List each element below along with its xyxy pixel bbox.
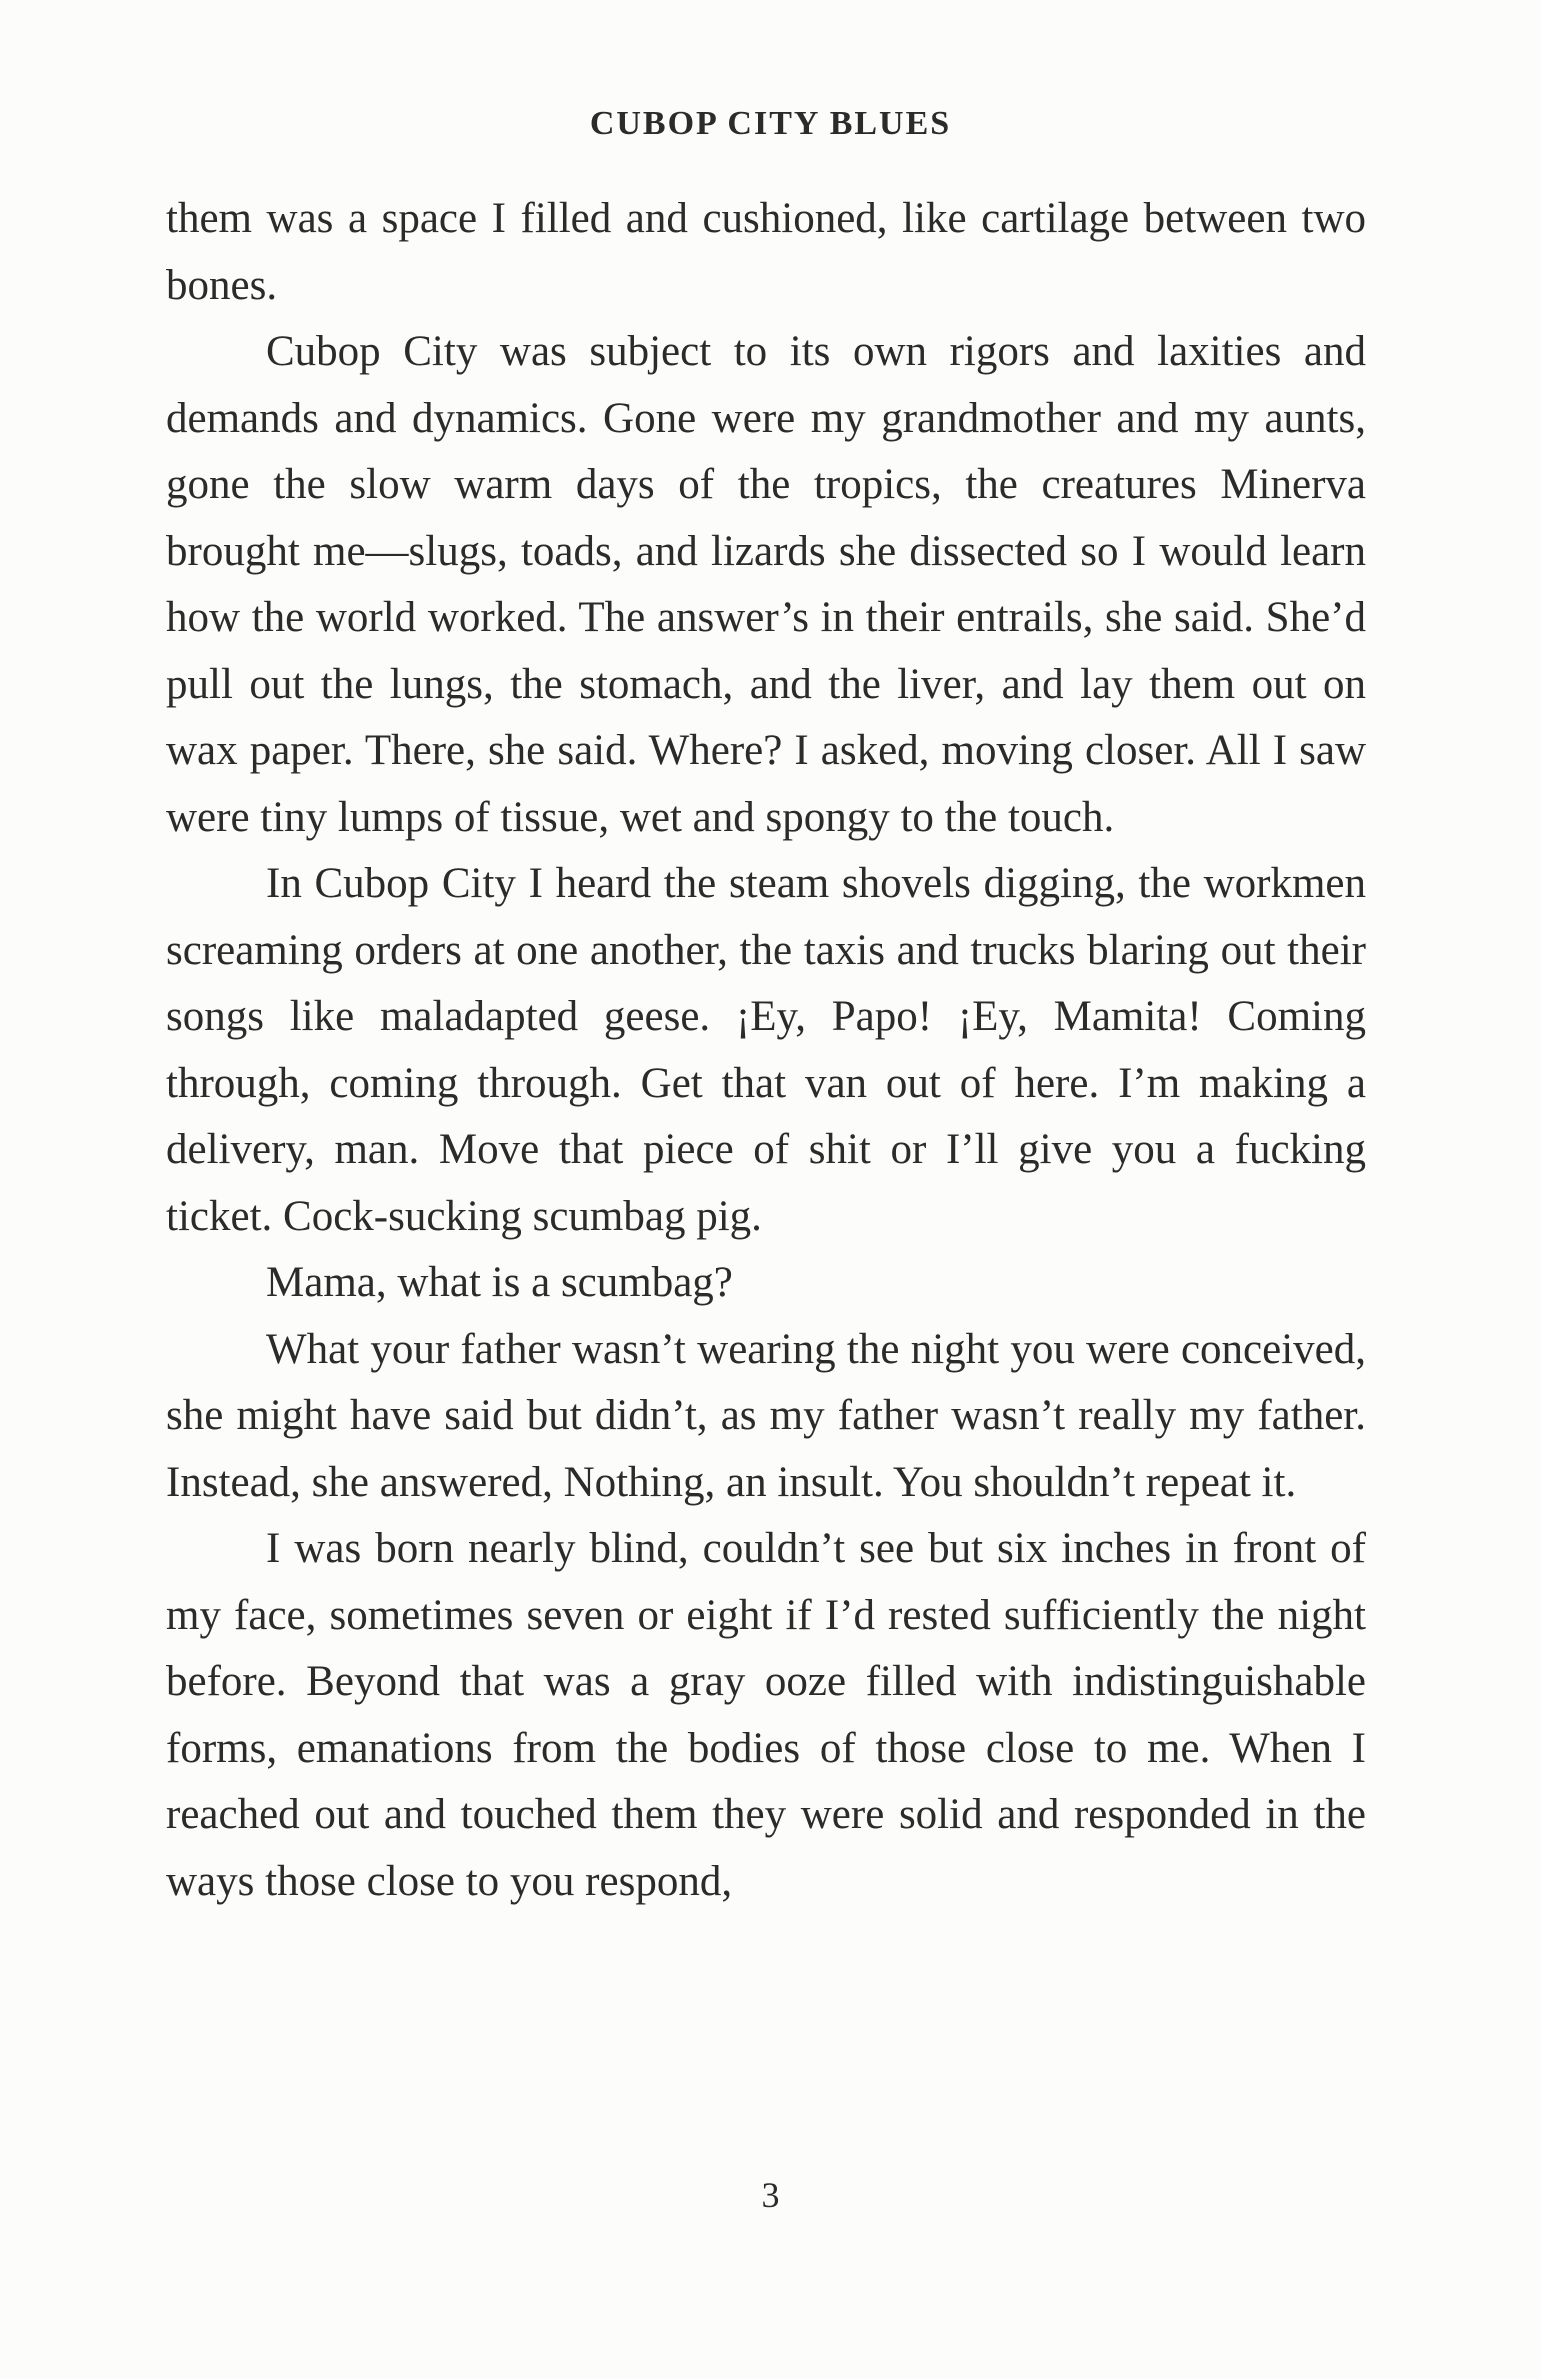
running-head-title: CUBOP CITY BLUES <box>589 105 952 142</box>
paragraph: I was born nearly blind, couldn’t see but six inches in front of my face, sometimes seven or eight if I’d rested sufficiently the night before. Beyond that was a gray ooze filled with indistinguishable forms, emanations from the bodies of those close to me. When I reached out and touched them they were solid and responded in the ways those close to you respond, <box>166 1525 1366 1905</box>
paragraph-continuation: them was a space I filled and cushioned, like cartilage between two bones. <box>166 195 1366 309</box>
body-text <box>166 186 1366 1915</box>
paragraph: Cubop City was subject to its own rigors and laxities and demands and dynamics. Gone were my grandmother and my aunts, gone the slow warm days of the tropics, the creatures Minerva brought me—slugs, toads, and lizards she dissected so I would learn how the world worked. The answer’s in their entrails, she said. She’d pull out the lungs, the stomach, and the liver, and lay them out on wax paper. There, she said. Where? I asked, moving closer. All I saw were tiny lumps of tissue, wet and spongy to the touch. <box>166 328 1366 841</box>
paragraph: What your father wasn’t wearing the night you were conceived, she might have said but didn’t, as my father wasn’t really my father. Instead, she answered, Nothing, an insult. You shouldn’t repeat it. <box>166 1325 1366 1506</box>
page-number: 3 <box>761 2175 780 2215</box>
paragraph: In Cubop City I heard the steam shovels digging, the workmen screaming orders at one another, the taxis and trucks blaring out their songs like maladapted geese. ¡Ey, Papo! ¡Ey, Mamita! Coming through, coming through. Get that van out of here. I’m making a delivery, man. Move that piece of shit or I’ll give you a fucking ticket. Cock-sucking scumbag pig. <box>166 860 1366 1240</box>
paragraph: Mama, what is a scumbag? <box>266 1259 733 1306</box>
